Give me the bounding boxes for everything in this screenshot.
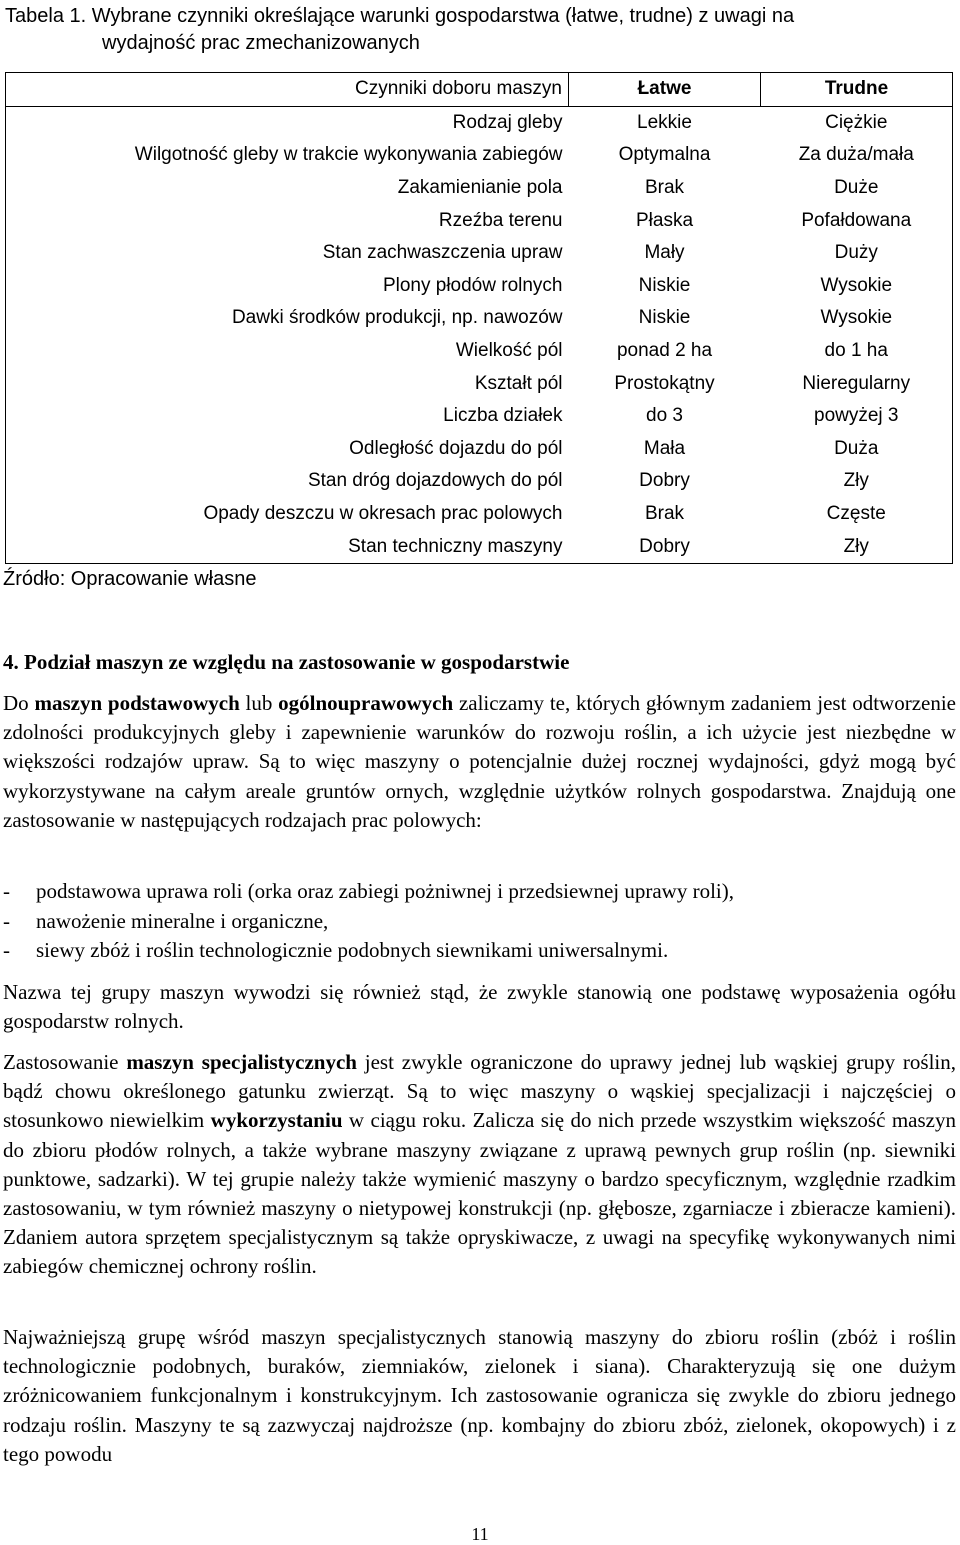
list-dash: - <box>3 908 10 933</box>
emphasis-term: maszyn specjalistycznych <box>126 1050 357 1074</box>
list-item-text: nawożenie mineralne i organiczne, <box>36 908 329 933</box>
factor-cell: Opady deszczu w okresach prac polowych <box>203 503 563 525</box>
hard-cell: Wysokie <box>820 307 893 329</box>
hard-cell: Ciężkie <box>825 111 888 133</box>
easy-cell: Prostokątny <box>614 372 715 394</box>
list-item-text: siewy zbóż i roślin technologicznie podobnych siewnikami uniwersalnymi. <box>36 938 669 962</box>
table-row <box>6 335 953 368</box>
paragraph-group-name: Nazwa tej grupy maszyn wywodzi się również stąd, że zwykle stanowią one podstawę wyposażenia ogółu gospodarstw rolnych. <box>3 980 956 1034</box>
table-header-row <box>6 73 953 107</box>
hard-cell: Duże <box>834 177 879 199</box>
hard-cell: powyżej 3 <box>814 405 899 427</box>
paragraph-text: w ciągu roku. Zalicza się do nich przede wszystkim większość maszyn do zbioru płodów rolnych, a także wybrane maszyny związane z uprawą pewnych grup roślin (np. siewniki punktowe, sadzarki). W tej grupie należy także wymienić maszyny o bardzo specyficznym, względnie rzadkim zastosowaniu, w tym również maszyny o nietypowej konstrukcji (np. głębosze, zgarniacze i zbieracze kamieni). Zdaniem autora sprzętem specjalistycznym są także opryskiwacze, z uwagi na specyfikę wykonywanych nimi zabiegów chemicznej ochrony roślin. <box>3 1108 956 1279</box>
hard-cell: Wysokie <box>820 274 893 296</box>
easy-cell: Dobry <box>639 470 690 492</box>
table-row <box>6 367 953 400</box>
list-item <box>3 936 734 966</box>
table-row <box>6 270 953 303</box>
factors-table <box>5 72 953 564</box>
table-row <box>6 498 953 531</box>
factor-cell: Stan techniczny maszyny <box>348 535 563 557</box>
table-row <box>6 302 953 335</box>
emphasis-term: ogólnouprawowych <box>278 691 454 715</box>
paragraph-text: lub <box>239 691 279 715</box>
factor-cell: Zakamienianie pola <box>397 177 563 199</box>
table-caption-line-2: wydajność prac zmechanizowanych <box>102 32 420 54</box>
hard-cell: Zły <box>843 535 869 557</box>
paragraph-harvesting-machines: Najważniejszą grupę wśród maszyn specjalistycznych stanowią maszyny do zbioru roślin (zbóż i roślin technologicznie podobnych, buraków, ziemniaków, zielonek i siana). Charakteryzują się one dużym zróżnicowaniem funkcjonalnym i konstrukcyjnym. Ich zastosowanie ogranicza się zwykle do zbioru jednego rodzaju roślin. Maszyny te są zazwyczaj najdroższe (np. kombajny do zbioru zbóż, zielonek, okopowych) i z tego powodu <box>3 1325 956 1466</box>
table-body <box>6 106 953 563</box>
paragraph-text: Zastosowanie <box>3 1050 127 1074</box>
factor-cell: Plony płodów rolnych <box>382 274 563 296</box>
table-row <box>6 465 953 498</box>
header-factor: Czynniki doboru maszyn <box>6 73 569 107</box>
easy-cell: ponad 2 ha <box>616 340 713 362</box>
factor-cell: Stan dróg dojazdowych do pól <box>307 470 563 492</box>
hard-cell: Za duża/mała <box>798 144 914 166</box>
header-hard: Trudne <box>824 78 889 100</box>
table-source-note: Źródło: Opracowanie własne <box>3 568 257 590</box>
paragraph-specialist-machines <box>3 1048 956 1282</box>
list-item <box>3 877 734 907</box>
paragraph-text: Do <box>3 691 35 715</box>
factor-cell: Rodzaj gleby <box>452 111 563 133</box>
list-item <box>3 907 734 937</box>
list-dash: - <box>3 879 10 903</box>
table-row <box>6 237 953 270</box>
factor-cell: Liczba działek <box>443 405 563 427</box>
table-caption <box>5 3 955 57</box>
hard-cell: Nieregularny <box>802 372 911 394</box>
hard-cell: Zły <box>843 470 869 492</box>
list-dash: - <box>3 938 10 962</box>
easy-cell: Lekkie <box>637 111 692 133</box>
table-row <box>6 400 953 433</box>
table-row <box>6 172 953 205</box>
easy-cell: do 3 <box>646 405 683 427</box>
paragraph-text: zaliczamy te, których głównym zadaniem jest odtworzenie zdolności produkcyjnych gleby i zapewnienie warunków do rozwoju roślin, a ich użycie jest niezbędne w większości rodzajów upraw. Są to więc maszyny o potencjalnie dużej rocznej wydajności, gdyż mogą być wykorzystywane na całym areale gruntów ornych, względnie użytków rolnych gospodarstwa. Znajdują one zastosowanie w następujących rodzajach prac polowych: <box>3 691 956 832</box>
paragraph-basic-machines <box>3 689 956 835</box>
table-row <box>6 106 953 139</box>
header-easy: Łatwe <box>569 73 761 107</box>
easy-cell: Optymalna <box>618 144 711 166</box>
hard-cell: do 1 ha <box>824 340 888 362</box>
emphasis-term: maszyn podstawowych <box>34 691 240 715</box>
field-work-list <box>3 877 734 966</box>
hard-cell: Częste <box>826 503 886 525</box>
emphasis-term: wykorzystaniu <box>210 1108 343 1133</box>
factor-cell: Wilgotność gleby w trakcie wykonywania zabiegów <box>134 144 563 166</box>
list-item-text: podstawowa uprawa roli (orka oraz zabiegi pożniwnej i przedsiewnej uprawy roli), <box>36 879 734 903</box>
easy-cell: Brak <box>644 503 685 525</box>
table-row <box>6 139 953 172</box>
easy-cell: Mały <box>644 242 685 264</box>
factor-cell: Rzeźba terenu <box>438 209 563 231</box>
table-row <box>6 530 953 563</box>
easy-cell: Mała <box>643 437 686 459</box>
factor-cell: Kształt pól <box>474 372 563 394</box>
easy-cell: Niskie <box>638 274 691 296</box>
factor-cell: Wielkość pól <box>455 340 563 362</box>
section-heading: 4. Podział maszyn ze względu na zastosowanie w gospodarstwie <box>3 650 570 674</box>
paragraph-text: jest zwykle ograniczone do uprawy jednej lub wąskiej grupy roślin, bądź chowu określonego gatunku zwierząt. Są to więc maszyny o wąskiej specjalizacji i najczęściej o stosunkowo niewielkim <box>3 1050 956 1133</box>
factor-cell: Odległość dojazdu do pól <box>349 437 563 459</box>
hard-cell: Pofałdowana <box>801 209 912 231</box>
page-number: 11 <box>471 1524 489 1544</box>
factor-cell: Stan zachwaszczenia upraw <box>322 242 563 264</box>
table-row <box>6 204 953 237</box>
table-caption-line-1: Tabela 1. Wybrane czynniki określające warunki gospodarstwa (łatwe, trudne) z uwagi na <box>5 5 795 27</box>
easy-cell: Niskie <box>638 307 691 329</box>
easy-cell: Płaska <box>635 209 694 231</box>
hard-cell: Duża <box>834 437 879 459</box>
table-row <box>6 433 953 466</box>
easy-cell: Brak <box>644 177 685 199</box>
hard-cell: Duży <box>834 242 878 264</box>
factor-cell: Dawki środków produkcji, np. nawozów <box>231 307 563 329</box>
easy-cell: Dobry <box>639 535 690 557</box>
